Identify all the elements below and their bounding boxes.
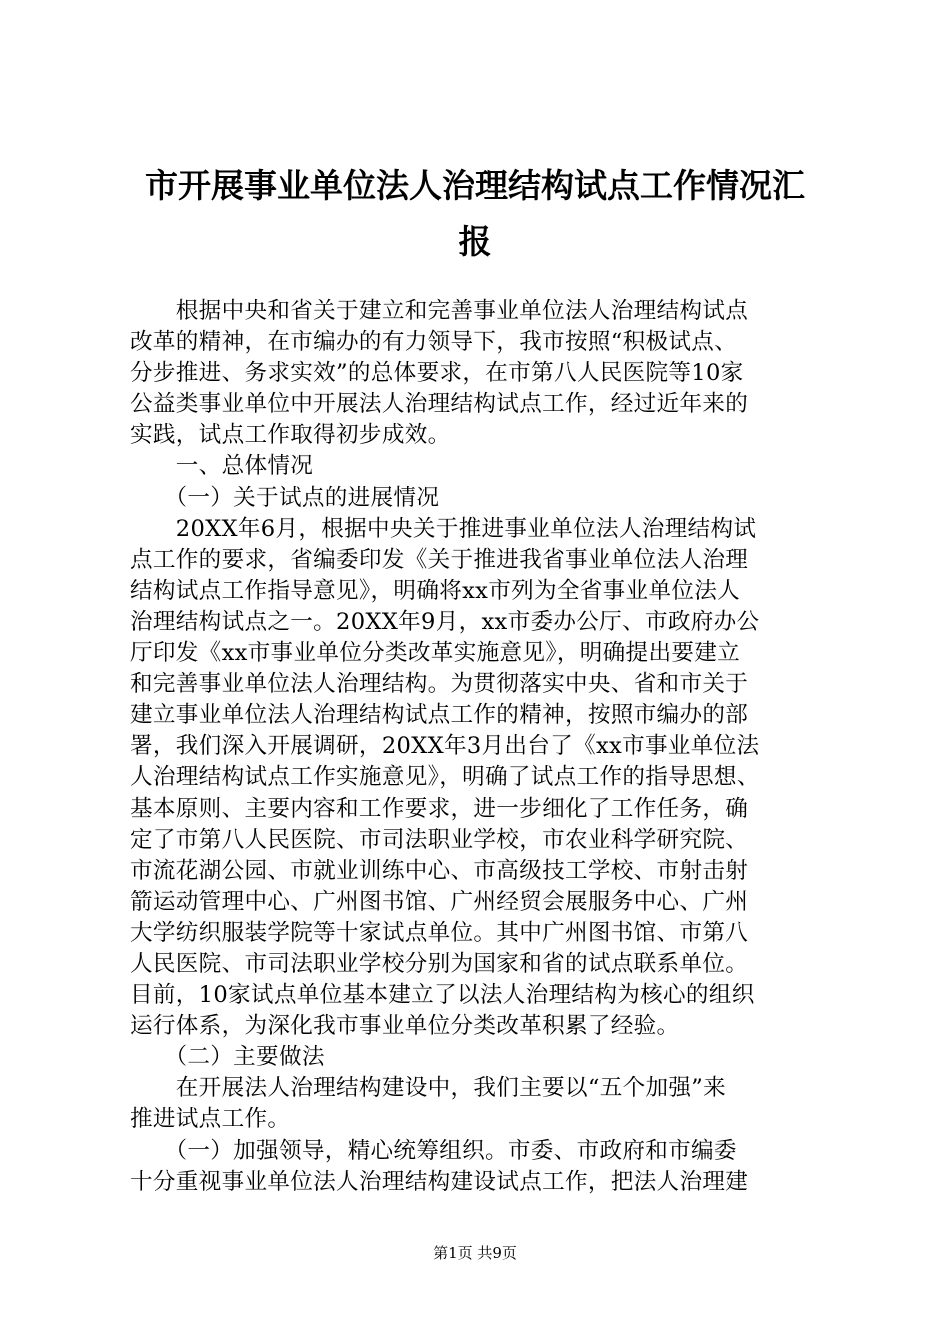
body-text-line: 一、总体情况 bbox=[130, 453, 314, 480]
body-text-line: 大学纺织服装学院等十家试点单位。其中广州图书馆、市第八 bbox=[130, 919, 749, 946]
body-text-line: 点工作的要求，省编委印发《关于推进我省事业单位法人治理 bbox=[130, 546, 749, 573]
body-text-line: 和完善事业单位法人治理结构。为贯彻落实中央、省和市关于 bbox=[130, 671, 749, 698]
body-text-line: 推进试点工作。 bbox=[130, 1106, 291, 1133]
body-text-line: 人治理结构试点工作实施意见》，明确了试点工作的指导思想、 bbox=[130, 764, 760, 791]
document-title-line-2: 报 bbox=[458, 222, 492, 261]
body-text-line: 治理结构试点之一。20XX年9月，xx市委办公厅、市政府办公 bbox=[130, 608, 760, 635]
body-text-line: 公益类事业单位中开展法人治理结构试点工作，经过近年来的 bbox=[130, 391, 749, 418]
body-text-line: （二）主要做法 bbox=[130, 1044, 325, 1071]
body-text-line: 20XX年6月，根据中央关于推进事业单位法人治理结构试 bbox=[130, 515, 757, 542]
body-text-line: 目前，10家试点单位基本建立了以法人治理结构为核心的组织 bbox=[130, 982, 755, 1009]
body-text-line: 人民医院、市司法职业学校分别为国家和省的试点联系单位。 bbox=[130, 950, 749, 977]
body-text-line: 箭运动管理中心、广州图书馆、广州经贸会展服务中心、广州 bbox=[130, 888, 749, 915]
body-text-line: 署，我们深入开展调研，20XX年3月出台了《xx市事业单位法 bbox=[130, 733, 760, 760]
document-title-line-1: 市开展事业单位法人治理结构试点工作情况汇 bbox=[145, 166, 805, 205]
body-text-line: 实践，试点工作取得初步成效。 bbox=[130, 422, 451, 449]
body-text-line: 定了市第八人民医院、市司法职业学校，市农业科学研究院、 bbox=[130, 826, 749, 853]
body-text-line: 改革的精神，在市编办的有力领导下，我市按照“积极试点、 bbox=[130, 329, 738, 356]
body-text-line: 运行体系，为深化我市事业单位分类改革积累了经验。 bbox=[130, 1013, 680, 1040]
body-text-line: 在开展法人治理结构建设中，我们主要以“五个加强”来 bbox=[130, 1075, 727, 1102]
body-text-line: 基本原则、主要内容和工作要求，进一步细化了工作任务，确 bbox=[130, 795, 749, 822]
body-text-line: 十分重视事业单位法人治理结构建设试点工作，把法人治理建 bbox=[130, 1168, 749, 1195]
body-text-line: 厅印发《xx市事业单位分类改革实施意见》，明确提出要建立 bbox=[130, 640, 741, 667]
body-text-line: 分步推进、务求实效”的总体要求，在市第八人民医院等10家 bbox=[130, 360, 744, 387]
body-text-line: 市流花湖公园、市就业训练中心、市高级技工学校、市射击射 bbox=[130, 857, 749, 884]
body-text-line: （一）加强领导，精心统筹组织。市委、市政府和市编委 bbox=[130, 1137, 737, 1164]
body-text-line: 建立事业单位法人治理结构试点工作的精神，按照市编办的部 bbox=[130, 702, 749, 729]
page-footer: 第1页 共9页 bbox=[433, 1244, 517, 1262]
body-text-line: （一）关于试点的进展情况 bbox=[130, 484, 440, 511]
body-text-line: 结构试点工作指导意见》，明确将xx市列为全省事业单位法人 bbox=[130, 577, 741, 604]
body-text-line: 根据中央和省关于建立和完善事业单位法人治理结构试点 bbox=[130, 298, 749, 324]
document-body bbox=[130, 296, 830, 1198]
